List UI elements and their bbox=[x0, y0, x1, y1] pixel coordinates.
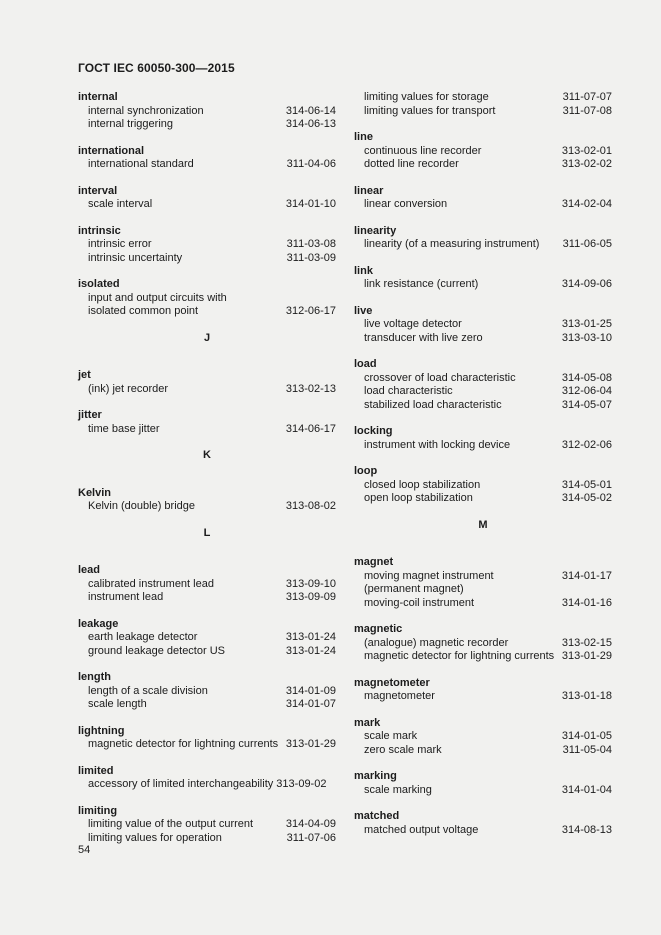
index-term: time base jitter bbox=[88, 422, 160, 435]
index-keyword: limited bbox=[78, 764, 114, 777]
term-code: 314-01-07 bbox=[285, 698, 336, 710]
index-term-row bbox=[354, 784, 612, 798]
index-keyword: leakage bbox=[78, 617, 119, 630]
index-term: internal synchronization bbox=[88, 104, 204, 117]
term-code: 311-07-08 bbox=[562, 104, 612, 117]
index-term: magnetic detector for lightning currents bbox=[88, 738, 279, 750]
term-code: 311-05-04 bbox=[562, 743, 612, 756]
index-term-row bbox=[78, 105, 336, 119]
index-term: limiting values for transport bbox=[364, 104, 496, 117]
term-code: 313-02-02 bbox=[561, 158, 612, 170]
term-code: 313-01-25 bbox=[561, 318, 612, 330]
index-entry-group bbox=[78, 805, 336, 846]
index-entry-group bbox=[78, 618, 336, 659]
index-entry-group bbox=[354, 770, 612, 797]
index-keyword: Kelvin bbox=[78, 486, 112, 499]
term-code: 311-07-07 bbox=[562, 91, 612, 103]
index-term-row bbox=[354, 372, 612, 386]
term-code: 314-02-04 bbox=[561, 198, 612, 210]
term-code: 311-04-06 bbox=[286, 158, 336, 170]
index-term-row bbox=[354, 690, 612, 704]
index-term: scale mark bbox=[364, 730, 418, 742]
index-entry-group bbox=[354, 265, 612, 292]
index-letter-heading: M bbox=[478, 518, 488, 531]
index-entry-group bbox=[78, 185, 336, 212]
term-code: 314-01-05 bbox=[561, 730, 612, 742]
term-code: 313-01-29 bbox=[561, 650, 612, 662]
term-code: 314-01-10 bbox=[285, 198, 336, 210]
index-term-row bbox=[78, 778, 336, 792]
index-term: zero scale mark bbox=[364, 743, 442, 756]
index-term: stabilized load characteristic bbox=[364, 398, 502, 411]
index-term: instrument lead bbox=[88, 591, 164, 603]
index-entry-group bbox=[78, 564, 336, 605]
index-term: link resistance (current) bbox=[364, 278, 479, 290]
index-term: load characteristic bbox=[364, 385, 453, 397]
index-keyword: isolated bbox=[78, 278, 120, 290]
index-keyword: jet bbox=[78, 369, 91, 381]
index-term: transducer with live zero bbox=[364, 331, 483, 344]
index-keyword: intrinsic bbox=[78, 224, 121, 237]
index-letter-heading: L bbox=[203, 526, 211, 539]
term-code: 313-01-24 bbox=[285, 631, 336, 643]
term-code: 314-01-17 bbox=[561, 569, 612, 582]
index-term-row bbox=[354, 238, 612, 252]
index-term: (ink) jet recorder bbox=[88, 382, 169, 395]
index-term-row bbox=[78, 158, 336, 172]
term-code: 314-08-13 bbox=[561, 823, 612, 836]
term-code: 314-05-02 bbox=[561, 492, 612, 504]
term-code: 313-01-18 bbox=[561, 690, 612, 702]
term-code: 311-03-08 bbox=[286, 238, 336, 250]
term-code: 313-02-01 bbox=[561, 144, 612, 157]
index-entry-group bbox=[354, 717, 612, 758]
index-keyword: mark bbox=[354, 716, 381, 729]
index-term: intrinsic uncertainty bbox=[88, 251, 183, 264]
index-term: ground leakage detector US bbox=[88, 644, 225, 657]
index-keyword: live bbox=[354, 304, 373, 317]
index-column-right bbox=[354, 91, 612, 850]
term-code: 313-08-02 bbox=[285, 500, 336, 512]
index-term: limiting values for operation bbox=[88, 831, 222, 844]
index-term: instrument with locking device bbox=[364, 438, 511, 451]
index-term: limiting values for storage bbox=[364, 91, 489, 103]
index-term: Kelvin (double) bridge bbox=[88, 500, 196, 512]
term-code: 314-01-09 bbox=[285, 684, 336, 697]
index-term: calibrated instrument lead bbox=[88, 577, 214, 590]
index-term-row bbox=[78, 578, 336, 592]
index-keyword: limiting bbox=[78, 804, 118, 817]
index-term: crossover of load characteristic bbox=[364, 371, 516, 384]
index-keyword: linearity bbox=[354, 224, 397, 237]
term-code: 314-09-06 bbox=[561, 278, 612, 290]
term-code: 314-04-09 bbox=[285, 818, 336, 830]
index-entry-group bbox=[354, 810, 612, 837]
index-entry-group bbox=[354, 305, 612, 346]
index-term: moving magnet instrument bbox=[364, 569, 494, 582]
index-term: earth leakage detector bbox=[88, 631, 198, 643]
index-term: length of a scale division bbox=[88, 684, 208, 697]
index-term-row bbox=[354, 650, 612, 664]
index-term-row bbox=[354, 479, 612, 493]
index-term-row bbox=[78, 698, 336, 712]
term-code: 313-01-29 bbox=[285, 738, 336, 750]
term-code: 314-05-01 bbox=[561, 478, 612, 491]
index-term-row bbox=[354, 439, 612, 453]
index-term: moving-coil instrument bbox=[364, 596, 475, 609]
index-entry-group bbox=[354, 185, 612, 212]
index-keyword: linear bbox=[354, 184, 384, 197]
index-term-row bbox=[354, 637, 612, 651]
index-keyword: magnetic bbox=[354, 623, 403, 635]
index-term: input and output circuits with bbox=[88, 291, 227, 304]
index-term-row bbox=[78, 423, 336, 437]
index-term: isolated common point bbox=[88, 305, 199, 317]
index-entry-group bbox=[354, 91, 612, 118]
index-term-row bbox=[78, 738, 336, 752]
index-term: scale marking bbox=[364, 783, 432, 796]
index-entry-group bbox=[354, 677, 612, 704]
term-code: 314-05-07 bbox=[561, 398, 612, 411]
term-code: 314-06-17 bbox=[285, 422, 336, 435]
index-keyword: lightning bbox=[78, 724, 125, 737]
index-entry-group bbox=[354, 425, 612, 452]
index-term-row bbox=[354, 385, 612, 399]
index-term: linear conversion bbox=[364, 198, 448, 210]
term-code: 312-06-17 bbox=[285, 305, 336, 317]
index-term-row bbox=[354, 730, 612, 744]
term-code: 314-01-16 bbox=[561, 596, 612, 609]
index-keyword: interval bbox=[78, 184, 118, 197]
term-code: 311-03-09 bbox=[286, 251, 336, 264]
index-entry-group bbox=[78, 91, 336, 132]
term-code: 313-01-24 bbox=[285, 644, 336, 657]
index-term-row bbox=[354, 824, 612, 838]
index-column-left bbox=[78, 91, 336, 858]
term-code: 312-06-04 bbox=[561, 385, 612, 397]
index-term: limiting value of the output current bbox=[88, 818, 254, 830]
index-term-row bbox=[354, 145, 612, 159]
index-term: open loop stabilization bbox=[364, 492, 473, 504]
index-keyword: load bbox=[354, 358, 377, 370]
index-entry-group bbox=[354, 623, 612, 664]
index-term: accessory of limited interchangeability 313-09-02 bbox=[88, 778, 327, 790]
index-term-row bbox=[78, 685, 336, 699]
index-term-row bbox=[78, 832, 336, 846]
index-term-row bbox=[78, 500, 336, 514]
index-entry-group bbox=[354, 465, 612, 506]
index-term-row bbox=[354, 597, 612, 611]
index-term: magnetic detector for lightning currents bbox=[364, 650, 555, 662]
index-keyword: international bbox=[78, 144, 145, 157]
index-term: continuous line recorder bbox=[364, 144, 482, 157]
index-term: live voltage detector bbox=[364, 318, 462, 330]
index-letter-heading: J bbox=[203, 331, 211, 344]
index-term-row bbox=[354, 318, 612, 332]
term-code: 314-06-13 bbox=[285, 118, 336, 130]
index-entry-group bbox=[78, 369, 336, 396]
term-code: 313-03-10 bbox=[561, 331, 612, 344]
index-keyword: magnet bbox=[354, 556, 394, 568]
index-keyword: link bbox=[354, 264, 373, 277]
index-entry-group bbox=[78, 765, 336, 792]
index-term-row bbox=[78, 252, 336, 266]
index-term-row bbox=[78, 292, 336, 306]
index-term-row bbox=[78, 198, 336, 212]
index-term: international standard bbox=[88, 158, 194, 170]
index-term-row bbox=[354, 492, 612, 506]
index-keyword: jitter bbox=[78, 409, 102, 421]
term-code: 313-09-10 bbox=[285, 577, 336, 590]
index-term-row bbox=[354, 744, 612, 758]
index-entry-group bbox=[78, 671, 336, 712]
index-term-row bbox=[78, 818, 336, 832]
index-entry-group bbox=[354, 131, 612, 172]
index-term: matched output voltage bbox=[364, 823, 479, 836]
term-code: 314-05-08 bbox=[561, 371, 612, 384]
index-term: magnetometer bbox=[364, 690, 435, 702]
index-term: linearity (of a measuring instrument) bbox=[364, 238, 540, 250]
index-keyword: length bbox=[78, 671, 111, 683]
index-letter-heading: K bbox=[203, 449, 211, 461]
index-entry-group bbox=[78, 278, 336, 319]
index-term: intrinsic error bbox=[88, 238, 152, 250]
index-entry-group bbox=[78, 725, 336, 752]
index-entry-group bbox=[78, 487, 336, 514]
index-term-row bbox=[78, 631, 336, 645]
index-keyword: marking bbox=[354, 770, 397, 782]
index-keyword: locking bbox=[354, 425, 393, 437]
index-keyword: matched bbox=[354, 810, 400, 822]
index-term-row bbox=[354, 399, 612, 413]
term-code: 314-06-14 bbox=[285, 104, 336, 117]
index-keyword: internal bbox=[78, 91, 118, 103]
index-term: internal triggering bbox=[88, 118, 173, 130]
term-code: 312-02-06 bbox=[561, 438, 612, 451]
index-term-row bbox=[78, 305, 336, 319]
term-code: 313-09-09 bbox=[285, 591, 336, 603]
index-term: (permanent magnet) bbox=[364, 583, 464, 595]
index-term-row bbox=[78, 118, 336, 132]
index-entry-group bbox=[78, 409, 336, 436]
index-term-row bbox=[354, 91, 612, 105]
index-term-row bbox=[78, 645, 336, 659]
index-term: scale interval bbox=[88, 198, 153, 210]
index-term-row bbox=[354, 583, 612, 597]
index-keyword: loop bbox=[354, 465, 378, 477]
term-code: 313-02-13 bbox=[285, 382, 336, 395]
term-code: 311-06-05 bbox=[562, 238, 612, 250]
index-entry-group bbox=[354, 556, 612, 610]
index-term-row bbox=[78, 238, 336, 252]
document-header: ГОСТ IEC 60050-300—2015 bbox=[78, 61, 235, 75]
index-keyword: magnetometer bbox=[354, 676, 430, 689]
index-term: scale length bbox=[88, 698, 147, 710]
index-term: dotted line recorder bbox=[364, 158, 459, 170]
index-keyword: line bbox=[354, 131, 373, 143]
index-term-row bbox=[78, 383, 336, 397]
term-code: 314-01-04 bbox=[561, 783, 612, 796]
index-term-row bbox=[78, 591, 336, 605]
index-term: (analogue) magnetic recorder bbox=[364, 636, 509, 649]
index-term-row bbox=[354, 105, 612, 119]
page-number: 54 bbox=[78, 844, 91, 856]
index-entry-group bbox=[78, 225, 336, 266]
index-term-row bbox=[354, 278, 612, 292]
index-term-row bbox=[354, 332, 612, 346]
index-keyword: lead bbox=[78, 564, 101, 576]
index-term: closed loop stabilization bbox=[364, 478, 481, 491]
index-entry-group bbox=[78, 145, 336, 172]
term-code: 311-07-06 bbox=[286, 831, 336, 844]
index-entry-group bbox=[354, 358, 612, 412]
index-term-row bbox=[354, 158, 612, 172]
index-term-row bbox=[354, 570, 612, 584]
term-code: 313-02-15 bbox=[561, 636, 612, 649]
index-term-row bbox=[354, 198, 612, 212]
index-entry-group bbox=[354, 225, 612, 252]
